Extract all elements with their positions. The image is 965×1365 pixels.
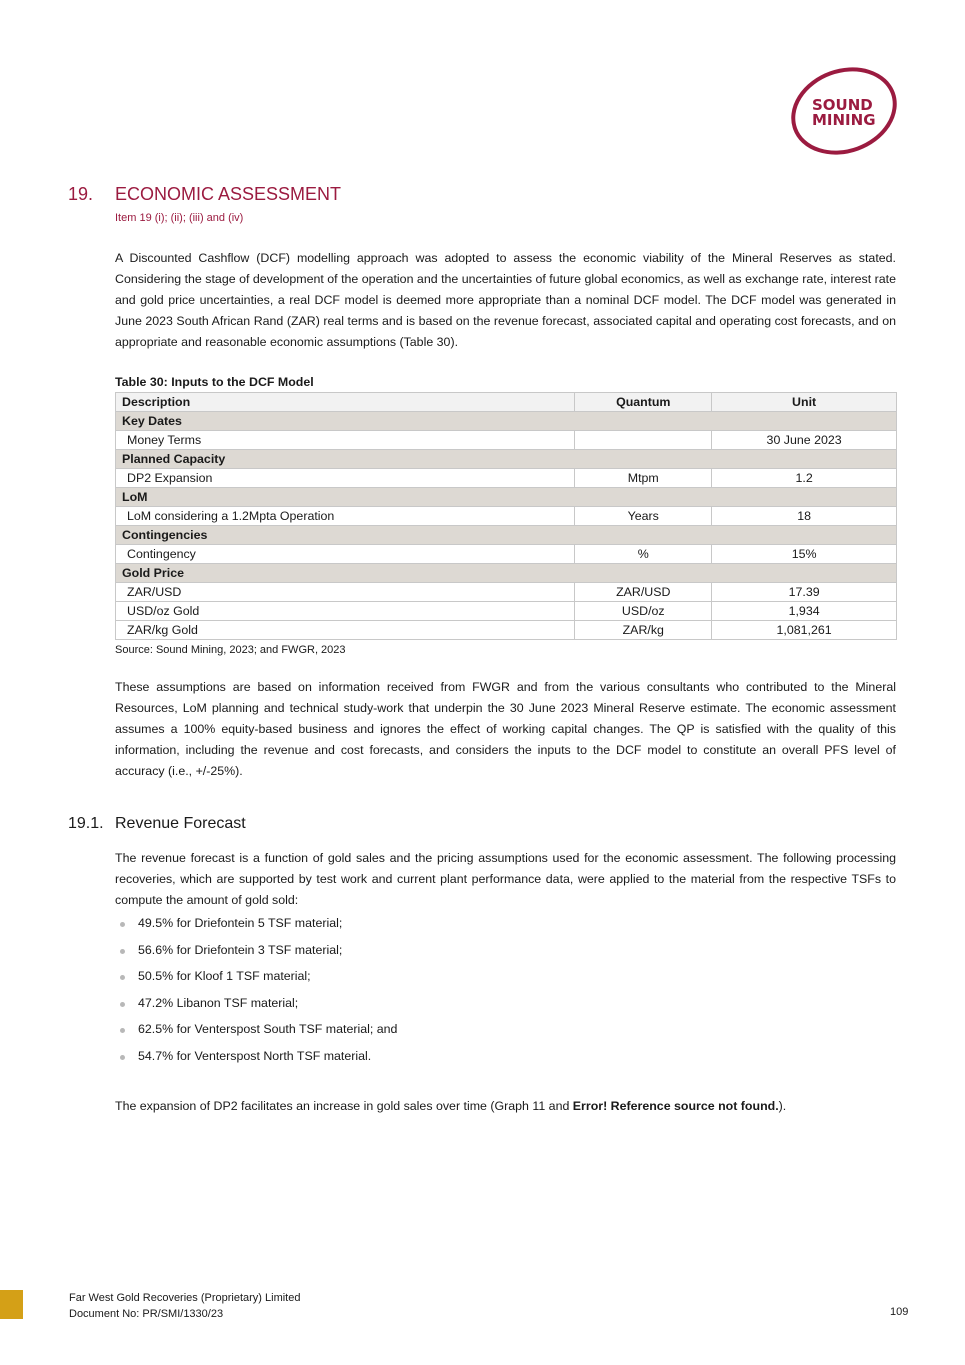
description-cell: ZAR/USD (116, 583, 575, 602)
table-row (116, 507, 897, 526)
table-row (116, 545, 897, 564)
error-reference: Error! Reference source not found. (572, 1099, 779, 1113)
recovery-list (115, 916, 397, 1075)
list-item (115, 943, 397, 970)
list-item-text: 50.5% for Kloof 1 TSF material; (138, 969, 311, 983)
header-quantum: Quantum (575, 393, 712, 412)
quantum-cell: Years (575, 507, 712, 526)
list-item (115, 916, 397, 943)
description-cell: LoM considering a 1.2Mpta Operation (116, 507, 575, 526)
unit-cell: 1,934 (712, 602, 897, 621)
list-item (115, 996, 397, 1023)
section-heading: 19. ECONOMIC ASSESSMENT (68, 184, 342, 204)
description-cell: Contingency (116, 545, 575, 564)
table-section-row (116, 412, 897, 431)
footer-accent-bar (0, 1290, 23, 1319)
unit-cell: 1,081,261 (712, 621, 897, 640)
list-item (115, 1022, 397, 1049)
section-label: LoM (116, 488, 897, 507)
description-cell: USD/oz Gold (116, 602, 575, 621)
table-row (116, 431, 897, 450)
description-cell: Money Terms (116, 431, 575, 450)
table-row (116, 583, 897, 602)
table-row (116, 602, 897, 621)
table-row (116, 621, 897, 640)
revenue-intro-paragraph: The revenue forecast is a function of gold sales and the pricing assumptions used for the economic assessment. The following processing recoveries, which are supported by test work and current plant performance data, were applied to the material from the respective TSFs to compute the amount of gold sold: (115, 851, 896, 907)
svg-text:SOUND: SOUND (812, 96, 873, 114)
section-label: Planned Capacity (116, 450, 897, 469)
svg-text:MINING: MINING (812, 111, 876, 129)
description-cell: DP2 Expansion (116, 469, 575, 488)
table-section-row (116, 526, 897, 545)
bullet-icon (120, 975, 125, 980)
header-unit: Unit (712, 393, 897, 412)
quantum-cell: Mtpm (575, 469, 712, 488)
section-label: Gold Price (116, 564, 897, 583)
footer-company: Far West Gold Recoveries (Proprietary) Limited (69, 1292, 301, 1304)
item-reference: Item 19 (i); (ii); (iii) and (iv) (115, 212, 244, 224)
unit-cell: 18 (712, 507, 897, 526)
list-item (115, 969, 397, 996)
table-section-row (116, 564, 897, 583)
list-item-text: 54.7% for Venterspost North TSF material. (138, 1048, 372, 1063)
quantum-cell (575, 431, 712, 450)
header-description: Description (116, 393, 575, 412)
section-label: Contingencies (116, 526, 897, 545)
section-label: Key Dates (116, 412, 897, 431)
closing-paragraph: The expansion of DP2 facilitates an increase in gold sales over time (Graph 11 and Error! Reference source not found.). (115, 1099, 787, 1113)
table-row (116, 469, 897, 488)
footer-document-number: Document No: PR/SMI/1330/23 (69, 1308, 224, 1320)
unit-cell: 30 June 2023 (712, 431, 897, 450)
description-cell: ZAR/kg Gold (116, 621, 575, 640)
bullet-icon (120, 1028, 125, 1033)
table-source: Source: Sound Mining, 2023; and FWGR, 2023 (115, 644, 346, 656)
subsection-heading: 19.1. Revenue Forecast (68, 815, 246, 832)
quantum-cell: % (575, 545, 712, 564)
quantum-cell: ZAR/kg (575, 621, 712, 640)
table-section-row (116, 450, 897, 469)
table-header-row (116, 393, 897, 412)
table-section-row (116, 488, 897, 507)
bullet-icon (120, 922, 125, 927)
unit-cell: 17.39 (712, 583, 897, 602)
table-caption: Table 30: Inputs to the DCF Model (115, 375, 314, 389)
sound-mining-logo (786, 66, 900, 158)
bullet-icon (120, 1002, 125, 1007)
list-item-text: 62.5% for Venterspost South TSF material; and (138, 1022, 398, 1036)
quantum-cell: ZAR/USD (575, 583, 712, 602)
intro-paragraph: A Discounted Cashflow (DCF) modelling approach was adopted to assess the economic viability of the Mineral Reserves as stated. Considering the stage of development of the operation and the uncertainties of future global economics, as well as exchange rate, interest rate and gold price uncertainties, a real DCF model is deemed more appropriate than a nominal DCF model. The DCF model was generated in June 2023 South African Rand (ZAR) real terms and is based on the revenue forecast, associated capital and operating cost forecasts, and on appropriate and reasonable economic assumptions (Table 30). (115, 251, 896, 349)
bullet-icon (120, 949, 125, 954)
list-item-text: 49.5% for Driefontein 5 TSF material; (138, 916, 343, 930)
page-number: 109 (890, 1306, 909, 1318)
unit-cell: 1.2 (712, 469, 897, 488)
list-item (115, 1049, 397, 1076)
dcf-inputs-table (115, 392, 897, 640)
assumptions-paragraph: These assumptions are based on information received from FWGR and from the various consultants who contributed to the Mineral Resources, LoM planning and technical study-work that underpin the 30 June 2023 Mineral Reserve estimate. The economic assessment assumes a 100% equity-based business and ignores the effect of working capital changes. The QP is satisfied with the quality of this information, including the revenue and cost forecasts, and considers the inputs to the DCF model to constitute an overall PFS level of accuracy (i.e., +/-25%). (115, 680, 896, 778)
list-item-text: 47.2% Libanon TSF material; (138, 995, 299, 1010)
unit-cell: 15% (712, 545, 897, 564)
bullet-icon (120, 1055, 125, 1060)
list-item-text: 56.6% for Driefontein 3 TSF material; (138, 942, 343, 957)
quantum-cell: USD/oz (575, 602, 712, 621)
